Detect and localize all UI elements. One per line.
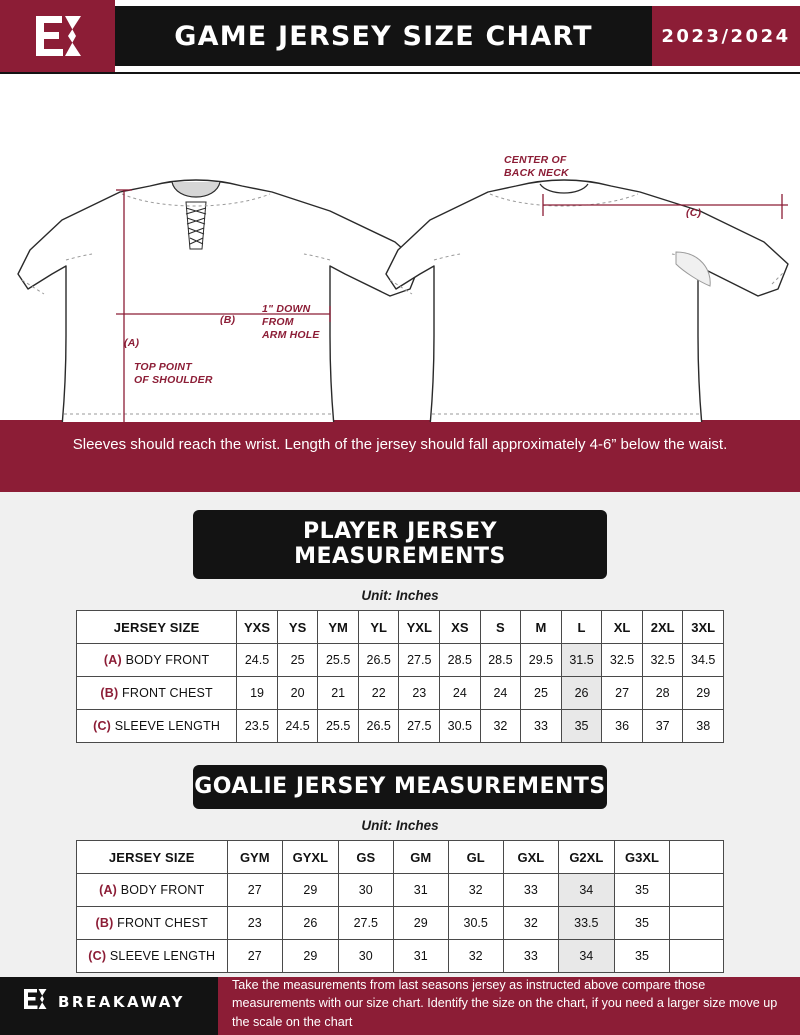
player-table-body bbox=[77, 611, 724, 743]
breakaway-b-logo-icon bbox=[32, 12, 84, 60]
jersey-diagram-svg bbox=[0, 74, 800, 422]
cell: 24 bbox=[440, 677, 481, 710]
cell: 29 bbox=[282, 874, 338, 907]
player-size-ym: YM bbox=[318, 611, 359, 644]
cell: 19 bbox=[237, 677, 278, 710]
cell: 32 bbox=[448, 874, 503, 907]
cell: 30 bbox=[338, 874, 393, 907]
cell: 31 bbox=[393, 874, 448, 907]
label-marker-a: (A) bbox=[124, 337, 140, 349]
breakaway-b-logo-icon bbox=[22, 984, 48, 1019]
player-row-body-front-text: BODY FRONT bbox=[125, 653, 210, 667]
page-title: GAME JERSEY SIZE CHART bbox=[174, 20, 593, 52]
goalie-size-gxl: GXL bbox=[503, 841, 558, 874]
goalie-size-gs: GS bbox=[338, 841, 393, 874]
player-row-body-front-label bbox=[77, 644, 237, 677]
goalie-row-front-chest-text: FRONT CHEST bbox=[117, 916, 209, 930]
cell bbox=[670, 907, 724, 940]
cell: 32.5 bbox=[642, 644, 683, 677]
cell: 32.5 bbox=[602, 644, 643, 677]
player-row-sleeve-length-label bbox=[77, 710, 237, 743]
cell: 26 bbox=[561, 677, 602, 710]
table-row bbox=[77, 644, 724, 677]
cell: 25.5 bbox=[318, 710, 359, 743]
goalie-row-body-front-label bbox=[77, 874, 228, 907]
marker-c-tag: (C) bbox=[88, 949, 107, 963]
label-top-point-shoulder: TOP POINT OF SHOULDER bbox=[134, 361, 213, 387]
player-unit-label: Unit: Inches bbox=[361, 588, 439, 603]
cell: 35 bbox=[614, 940, 670, 973]
goalie-unit-label: Unit: Inches bbox=[361, 818, 439, 833]
cell: 27 bbox=[602, 677, 643, 710]
marker-b-tag: (B) bbox=[95, 916, 114, 930]
marker-c-tag: (C) bbox=[93, 719, 112, 733]
table-row bbox=[77, 677, 724, 710]
cell: 33.5 bbox=[558, 907, 614, 940]
player-size-ys: YS bbox=[277, 611, 318, 644]
player-header-jersey-size: JERSEY SIZE bbox=[77, 611, 237, 644]
goalie-size-gl: GL bbox=[448, 841, 503, 874]
cell: 20 bbox=[277, 677, 318, 710]
goalie-row-front-chest-label bbox=[77, 907, 228, 940]
cell: 26.5 bbox=[358, 710, 399, 743]
player-measurements-table bbox=[76, 610, 724, 743]
label-marker-b: (B) bbox=[220, 314, 236, 326]
cell: 29 bbox=[393, 907, 448, 940]
player-size-xs: XS bbox=[440, 611, 481, 644]
cell: 32 bbox=[448, 940, 503, 973]
footer-brand-block bbox=[0, 968, 218, 1035]
cell: 31.5 bbox=[561, 644, 602, 677]
player-size-yl: YL bbox=[358, 611, 399, 644]
cell: 24.5 bbox=[237, 644, 278, 677]
goalie-size-gm: GM bbox=[393, 841, 448, 874]
cell: 27.5 bbox=[399, 644, 440, 677]
cell: 25 bbox=[521, 677, 562, 710]
cell: 27 bbox=[227, 874, 282, 907]
cell: 30 bbox=[338, 940, 393, 973]
cell: 35 bbox=[561, 710, 602, 743]
cell: 36 bbox=[602, 710, 643, 743]
table-row bbox=[77, 874, 724, 907]
table-row bbox=[77, 710, 724, 743]
player-size-yxs: YXS bbox=[237, 611, 278, 644]
cell: 29 bbox=[683, 677, 724, 710]
marker-a-tag: (A) bbox=[103, 653, 122, 667]
cell: 32 bbox=[480, 710, 521, 743]
player-size-l: L bbox=[561, 611, 602, 644]
page-header bbox=[0, 0, 800, 72]
goalie-row-sleeve-length-label bbox=[77, 940, 228, 973]
goalie-header-jersey-size: JERSEY SIZE bbox=[77, 841, 228, 874]
label-one-inch-down: 1" DOWN FROM ARM HOLE bbox=[262, 303, 320, 342]
player-row-front-chest-label bbox=[77, 677, 237, 710]
cell: 34.5 bbox=[683, 644, 724, 677]
player-row-front-chest-text: FRONT CHEST bbox=[122, 686, 213, 700]
goalie-row-sleeve-length-text: SLEEVE LENGTH bbox=[109, 949, 216, 963]
player-size-2xl: 2XL bbox=[642, 611, 683, 644]
goalie-size-blank bbox=[670, 841, 724, 874]
cell: 29.5 bbox=[521, 644, 562, 677]
goalie-size-g3xl: G3XL bbox=[614, 841, 670, 874]
header-logo-block bbox=[0, 0, 115, 72]
player-size-3xl: 3XL bbox=[683, 611, 724, 644]
cell: 33 bbox=[521, 710, 562, 743]
marker-b-tag: (B) bbox=[100, 686, 119, 700]
cell: 25 bbox=[277, 644, 318, 677]
cell: 23 bbox=[399, 677, 440, 710]
player-size-m: M bbox=[521, 611, 562, 644]
footer-brand-name: BREAKAWAY bbox=[58, 992, 185, 1011]
cell: 23.5 bbox=[237, 710, 278, 743]
cell bbox=[670, 874, 724, 907]
cell: 35 bbox=[614, 907, 670, 940]
cell: 33 bbox=[503, 940, 558, 973]
cell: 30.5 bbox=[440, 710, 481, 743]
player-section-title: PLAYER JERSEY MEASUREMENTS bbox=[193, 510, 607, 579]
table-row bbox=[77, 940, 724, 973]
player-size-s: S bbox=[480, 611, 521, 644]
label-marker-c: (C) bbox=[686, 207, 702, 219]
cell: 27 bbox=[227, 940, 282, 973]
player-size-xl: XL bbox=[602, 611, 643, 644]
cell: 22 bbox=[358, 677, 399, 710]
cell: 32 bbox=[503, 907, 558, 940]
cell: 28 bbox=[642, 677, 683, 710]
cell: 28.5 bbox=[440, 644, 481, 677]
table-row bbox=[77, 907, 724, 940]
cell: 24 bbox=[480, 677, 521, 710]
front-jersey-illustration bbox=[18, 180, 420, 422]
table-header-row bbox=[77, 611, 724, 644]
cell: 34 bbox=[558, 940, 614, 973]
page-footer bbox=[0, 968, 800, 1035]
header-title-block bbox=[115, 6, 652, 66]
label-center-back-neck: CENTER OF BACK NECK bbox=[504, 154, 569, 180]
player-jersey-section bbox=[0, 492, 800, 747]
cell: 21 bbox=[318, 677, 359, 710]
cell: 37 bbox=[642, 710, 683, 743]
cell: 27.5 bbox=[338, 907, 393, 940]
footer-instructions: Take the measurements from last seasons jersey as instructed above compare those measurements with our size chart. Identify the size on the chart, if you need a larger size move up the scale on the chart bbox=[218, 968, 800, 1035]
goalie-size-gyxl: GYXL bbox=[282, 841, 338, 874]
cell: 26.5 bbox=[358, 644, 399, 677]
back-jersey-illustration bbox=[386, 180, 788, 422]
jersey-diagram bbox=[0, 72, 800, 420]
season-year: 2023/2024 bbox=[652, 6, 800, 66]
cell: 28.5 bbox=[480, 644, 521, 677]
cell: 38 bbox=[683, 710, 724, 743]
goalie-jersey-section bbox=[0, 747, 800, 977]
cell: 24.5 bbox=[277, 710, 318, 743]
goalie-row-body-front-text: BODY FRONT bbox=[120, 883, 205, 897]
player-row-sleeve-length-text: SLEEVE LENGTH bbox=[114, 719, 221, 733]
goalie-measurements-table bbox=[76, 840, 724, 973]
cell bbox=[670, 940, 724, 973]
cell: 34 bbox=[558, 874, 614, 907]
goalie-size-gym: GYM bbox=[227, 841, 282, 874]
table-header-row bbox=[77, 841, 724, 874]
cell: 27.5 bbox=[399, 710, 440, 743]
player-size-yxl: YXL bbox=[399, 611, 440, 644]
marker-a-tag: (A) bbox=[99, 883, 118, 897]
goalie-table-body bbox=[77, 841, 724, 973]
cell: 33 bbox=[503, 874, 558, 907]
instruction-banner: Sleeves should reach the wrist. Length of the jersey should fall approximately 4-6” below the waist. bbox=[0, 420, 800, 492]
cell: 25.5 bbox=[318, 644, 359, 677]
cell: 26 bbox=[282, 907, 338, 940]
cell: 31 bbox=[393, 940, 448, 973]
cell: 30.5 bbox=[448, 907, 503, 940]
cell: 29 bbox=[282, 940, 338, 973]
goalie-size-g2xl: G2XL bbox=[558, 841, 614, 874]
goalie-section-title: GOALIE JERSEY MEASUREMENTS bbox=[193, 765, 607, 809]
cell: 23 bbox=[227, 907, 282, 940]
cell: 35 bbox=[614, 874, 670, 907]
